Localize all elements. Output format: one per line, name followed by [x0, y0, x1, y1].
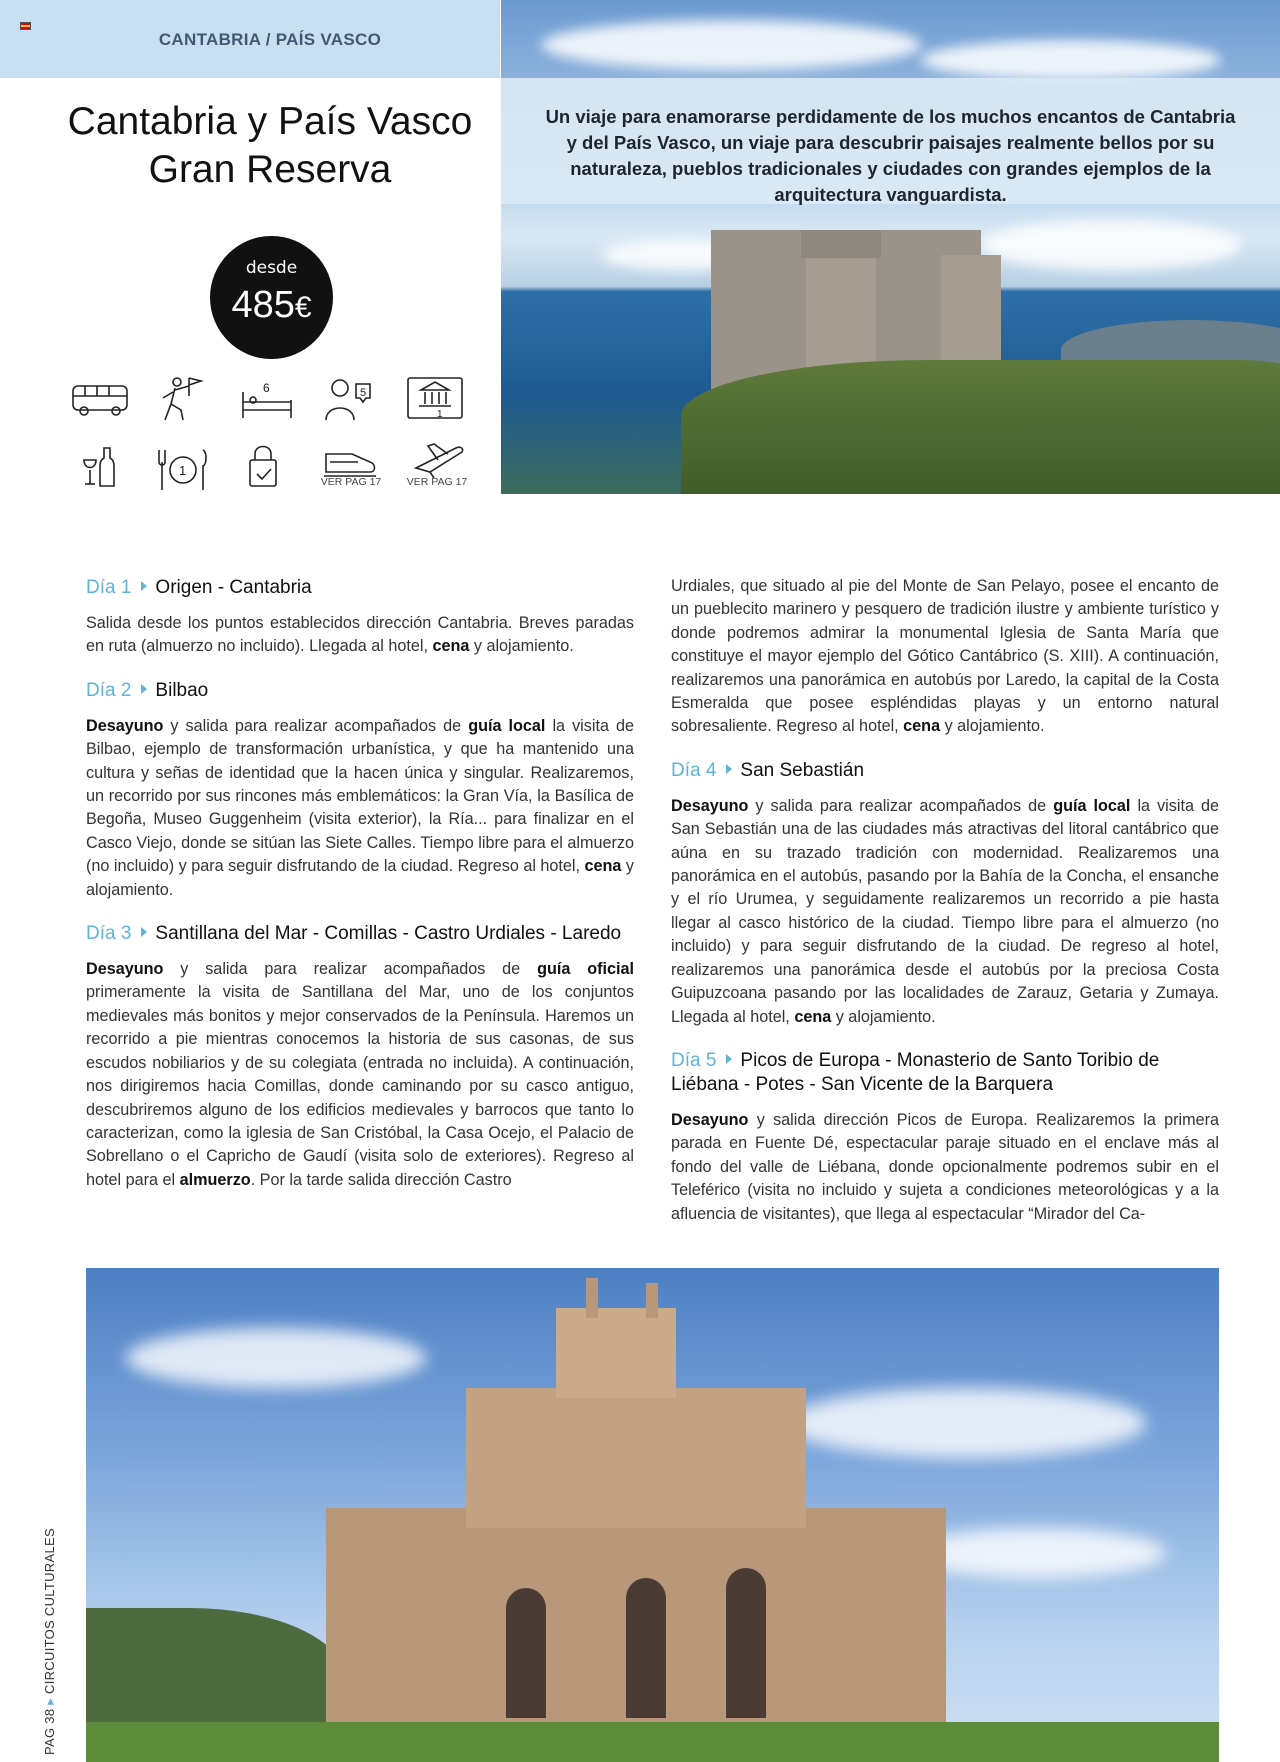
triangle-icon — [141, 684, 147, 694]
guide-icon — [155, 374, 215, 424]
ticket-count: 1 — [437, 409, 443, 420]
hotel-bed-icon — [237, 374, 297, 424]
day-1-title: Origen - Cantabria — [155, 577, 312, 598]
day-2-text: Desayuno y salida para realizar acompañados de guía local la visita de Bilbao, ejemplo de transformación urbanística, y que ha mantenido una cultura y señas de identidad que la hacen única y singular. Realizaremos, un recorrido por sus rincones más emblemáticos: la Gran Vía, la Basílica de Begoña, Museo Guggenheim (visita exterior), la Ría... para finalizar en el Casco Viejo, donde se sitúan las Siete Calles. Tiempo libre para el almuerzo (no incluido) y para seguir disfrutando de la ciudad. Regreso al hotel, cena y alojamiento. — [86, 716, 635, 899]
day-3-text-continued: Urdiales, que situado al pie del Monte de San Pelayo, posee el encanto de un pueblecito marinero y pesquero de tradición ilustre y ambiente turístico y donde podremos admirar la monumental Iglesia de Santa María que constituye el mayor ejemplo del Gótico Cantábrico (S. XIII). A continuación, realizaremos una panorámica en autobús por Laredo, la capital de la Costa Esmeralda que posee espléndidas playas y un entorno natural sobresaliente. Regreso al hotel, cena y alojamiento. — [671, 577, 1219, 736]
region-label: CANTABRIA / PAÍS VASCO — [158, 30, 382, 49]
day-1-text: Salida desde los puntos establecidos dirección Cantabria. Breves paradas en ruta (almuerzo no incluido). Llegada al hotel, cena y alojamiento. — [86, 614, 634, 656]
day-4-number: Día 4 — [671, 759, 717, 781]
day-5-number: Día 5 — [671, 1049, 717, 1071]
spain-flag-icon — [20, 22, 31, 30]
meal-icon — [155, 444, 215, 494]
day-2-heading — [86, 679, 634, 703]
title-line-1: Cantabria y País Vasco — [67, 100, 473, 143]
day-3-number: Día 3 — [86, 923, 132, 945]
day-5-heading — [671, 1049, 1219, 1097]
triangle-icon — [726, 764, 732, 774]
day-5-title: Picos de Europa - Monasterio de Santo Toribio de Liébana - Potes - San Vicente de la Barquera — [671, 1049, 1160, 1095]
day-1-number: Día 1 — [86, 577, 132, 598]
day-2-number: Día 2 — [86, 679, 132, 701]
day-4-heading — [671, 759, 1219, 783]
wine-icon — [80, 444, 120, 494]
page-number: PAG 38 — [42, 1708, 57, 1755]
price-amount — [210, 284, 333, 327]
title-line-2: Gran Reserva — [148, 148, 392, 191]
day-1-heading — [86, 576, 634, 600]
guide-count: 5 — [360, 387, 367, 399]
section-name: CIRCUITOS CULTURALES — [42, 1528, 57, 1694]
price-value: 485 — [231, 284, 295, 326]
meal-count: 1 — [179, 463, 187, 478]
day-2-title: Bilbao — [155, 679, 209, 701]
price-from-label: desde — [245, 258, 298, 278]
day-3-heading — [86, 922, 634, 946]
train-label: VER PAG 17 — [320, 476, 382, 488]
triangle-icon — [726, 1054, 732, 1064]
triangle-icon — [141, 581, 147, 591]
page-title — [60, 98, 480, 194]
cathedral-photo — [86, 1268, 1219, 1762]
price-badge — [210, 236, 333, 359]
day-4-text: Desayuno y salida para realizar acompañados de guía local la visita de San Sebastián una de las ciudades más atractivas del litoral cantábrico que aúna en su trazado tradición con modernidad. Realizaremos una panorámica en el autobús, pasando por la Bahía de la Concha, el ensanche y el río Urumea, y seguidamente realizaremos un recorrido a pie hasta llegar al casco histórico de la ciudad. Tiempo libre para el almuerzo (no incluido) y para seguir disfrutando de la ciudad. De regreso al hotel, realizaremos una panorámica desde el autobús por la preciosa Costa Guipuzcoana pasando por las localidades de Zarauz, Getaria y Zumaya. Llegada al hotel, cena y alojamiento. — [671, 796, 1220, 1026]
triangle-icon: ▸ — [42, 1697, 57, 1705]
plane-label: VER PAG 17 — [406, 476, 468, 488]
insurance-icon — [237, 442, 297, 492]
day-3-text: Desayuno y salida para realizar acompañados de guía oficial primeramente la visita de Santillana del Mar, uno de los conjuntos medievales más bonitos y mejor conservados de la Península. Haremos un recorrido a pie mientras conocemos la historia de sus casonas, de sus escudos nobiliarios y de su colegiata (entrada no incluida). A continuación, nos dirigiremos hacia Comillas, donde caminando por su casco antiguo, descubriremos alguno de los edificios medievales y barrocos que tanto lo caracterizan, como la iglesia de San Cristóbal, la Casa Ocejo, el Palacio de Sobrellano o el Capricho de Gaudí (visita solo de exteriores). Regreso al hotel para el almuerzo. Por la tarde salida dirección Castro — [86, 960, 634, 1189]
tour-guide-icon — [320, 374, 380, 424]
triangle-icon — [141, 927, 147, 937]
itinerary-left-column — [86, 576, 634, 1206]
train-icon — [320, 444, 380, 480]
price-currency: € — [294, 291, 312, 324]
day-3-title: Santillana del Mar - Comillas - Castro Urdiales - Laredo — [155, 923, 622, 945]
bus-icon — [70, 374, 130, 424]
day-5-text: Desayuno y salida dirección Picos de Europa. Realizaremos la primera parada en Fuente Dé, espectacular paraje situado en el enclave más al fondo del valle de Liébana, donde opcionalmente podremos subir en el Teleférico (visita no incluido y sujeta a condiciones meteorológicas y a la afluencia de visitantes), que llega al espectacular “Mirador del Ca- — [671, 1110, 1219, 1223]
plane-icon — [410, 440, 470, 480]
museum-ticket-icon — [405, 374, 465, 424]
day-4-title: San Sebastián — [740, 759, 865, 781]
tagline: Un viaje para enamorarse perdidamente de los muchos encantos de Cantabria y del País Vasco, un viaje para descubrir paisajes realmente bellos por su naturaleza, pueblos tradicionales y ciudades con grandes ejemplos de la arquitectura vanguardista. — [501, 78, 1280, 204]
page-footer — [42, 1528, 58, 1755]
castle-photo — [501, 0, 1280, 494]
hotel-nights-count: 6 — [263, 381, 270, 395]
itinerary-right-column — [671, 575, 1219, 1240]
